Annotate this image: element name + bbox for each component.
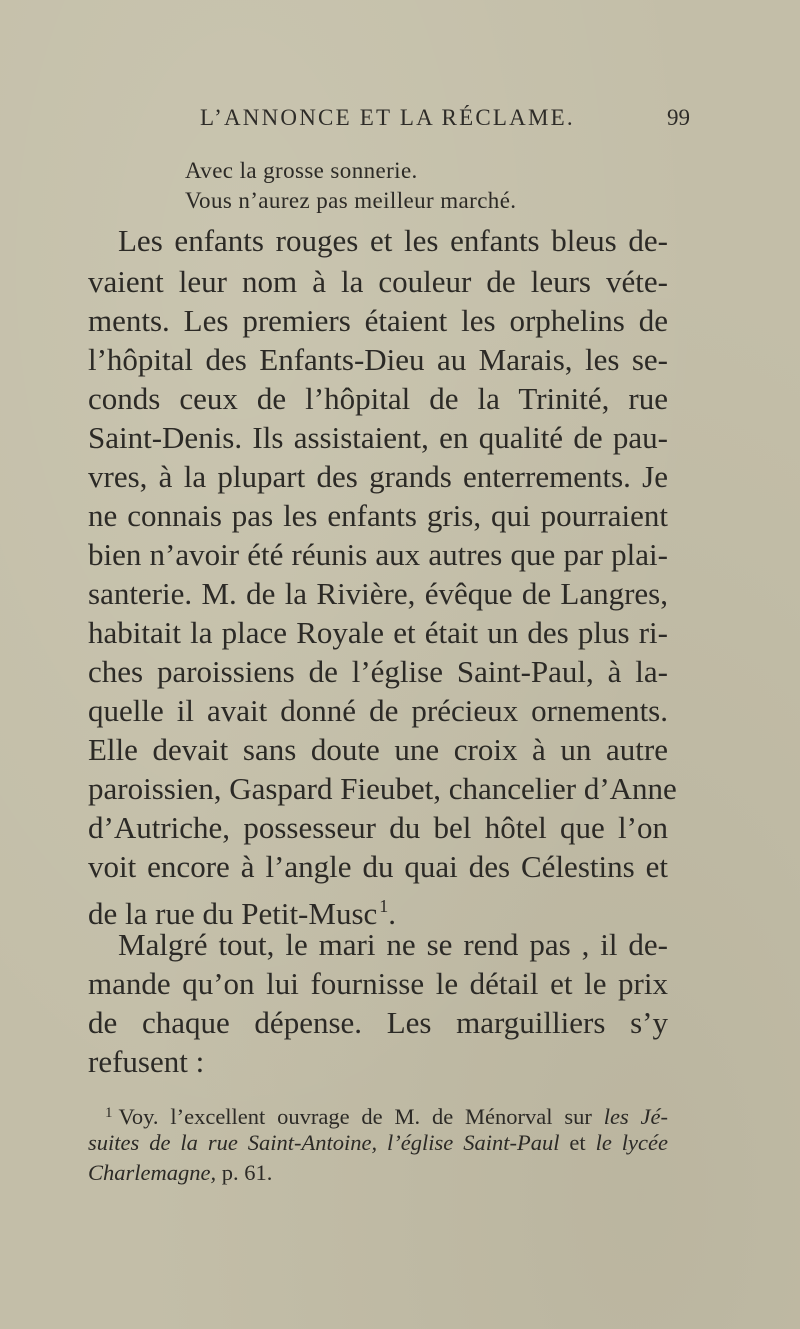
body-line: Les enfants rouges et les enfants bleus de- — [118, 223, 668, 258]
footnote-text: p. 61. — [216, 1160, 273, 1185]
sentence-end: . — [388, 896, 397, 931]
footnote-italic: le lycée — [595, 1130, 668, 1155]
footnote-italic: Charlemagne, — [88, 1160, 217, 1185]
verse-line: Vous n’aurez pas meilleur marché. — [185, 188, 517, 213]
body-line: voit encore à l’angle du quai des Célestins et — [88, 849, 668, 884]
footnote-line — [105, 1098, 668, 1132]
footnote-text: Voy. l’excellent ouvrage de M. de Ménorval sur — [118, 1104, 604, 1129]
footnote-italic: les Jé- — [603, 1104, 668, 1129]
body-line: vaient leur nom à la couleur de leurs véte- — [88, 264, 668, 299]
running-head — [200, 105, 690, 135]
body-line: ne connais pas les enfants gris, qui pourraient — [88, 498, 668, 533]
body-line: bien n’avoir été réunis aux autres que par plai- — [88, 537, 668, 572]
body-line: ments. Les premiers étaient les orphelins de — [88, 303, 668, 338]
body-line: ches paroissiens de l’église Saint-Paul, à la- — [88, 654, 668, 689]
body-line: vres, à la plupart des grands enterrements. Je — [88, 459, 668, 494]
body-line: de chaque dépense. Les marguilliers s’y — [88, 1005, 668, 1040]
body-line: Elle devait sans doute une croix à un autre — [88, 732, 668, 767]
body-line: conds ceux de l’hôpital de la Trinité, rue — [88, 381, 668, 416]
footnote-italic: suites de la rue Saint-Antoine, l’église Saint-Paul — [88, 1130, 560, 1155]
verse-line: Avec la grosse sonnerie. — [185, 158, 418, 183]
body-line: santerie. M. de la Rivière, évêque de Langres, — [88, 576, 668, 611]
body-line: quelle il avait donné de précieux ornements. — [88, 693, 668, 728]
body-line: Saint-Denis. Ils assistaient, en qualité de pau- — [88, 420, 668, 455]
body-line: paroissien, Gaspard Fieubet, chancelier d’Anne — [88, 771, 677, 806]
footnote-line — [88, 1158, 668, 1188]
footnote-line — [88, 1128, 668, 1158]
footnote-reference[interactable]: 1 — [379, 896, 389, 916]
footnote-text: et — [559, 1130, 596, 1155]
footnote-marker: 1 — [105, 1105, 113, 1121]
body-line-text: de la rue du Petit-Musc — [88, 896, 378, 931]
body-line: mande qu’on lui fournisse le détail et le prix — [88, 966, 668, 1001]
running-head-title: L’ANNONCE ET LA RÉCLAME. — [200, 105, 575, 130]
body-line: habitait la place Royale et était un des plus ri- — [88, 615, 668, 650]
body-line: refusent : — [88, 1044, 205, 1079]
page-number: 99 — [667, 105, 690, 130]
body-line: l’hôpital des Enfants-Dieu au Marais, les se- — [88, 342, 668, 377]
body-line: Malgré tout, le mari ne se rend pas , il de- — [118, 927, 668, 962]
body-line: d’Autriche, possesseur du bel hôtel que l’on — [88, 810, 668, 845]
